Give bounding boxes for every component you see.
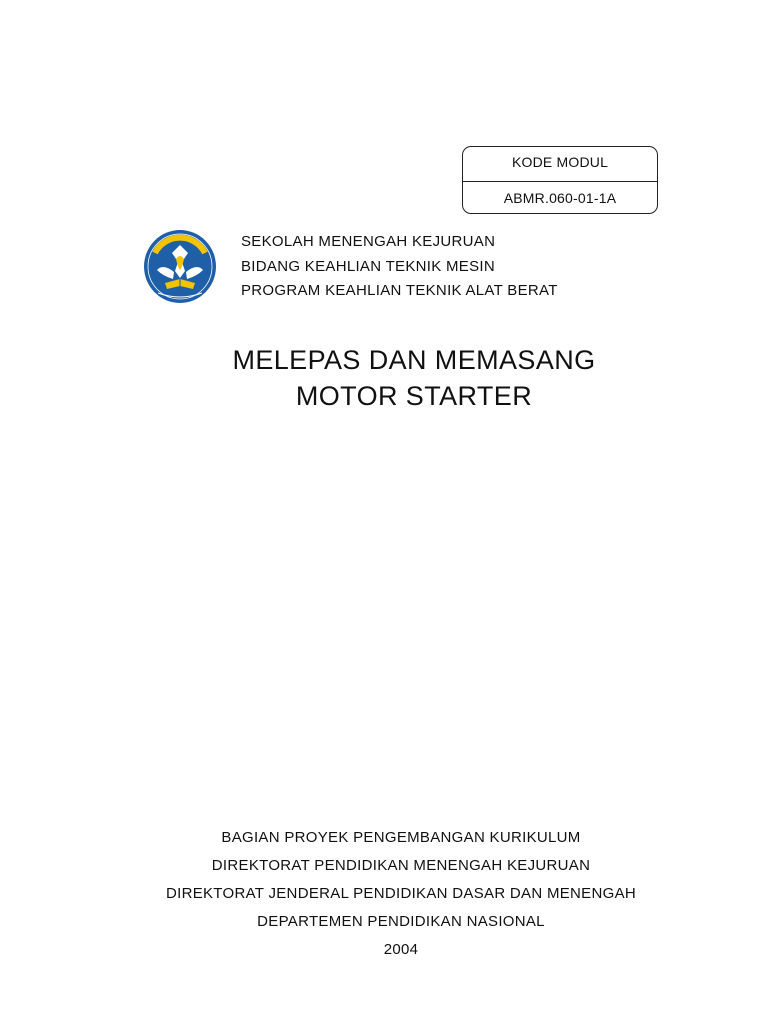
title-line-2: MOTOR STARTER	[295, 381, 533, 411]
document-title	[0, 342, 768, 414]
module-code-value: ABMR.060-01-1A	[503, 190, 617, 206]
tut-wuri-handayani-logo	[143, 229, 217, 304]
publication-year: 2004	[383, 941, 419, 958]
publisher-line-2: DIREKTORAT PENDIDIKAN MENENGAH KEJURUAN	[211, 857, 591, 874]
module-code-label: KODE MODUL	[463, 147, 657, 182]
publisher-line-1: BAGIAN PROYEK PENGEMBANGAN KURIKULUM	[221, 829, 581, 846]
school-line-3: PROGRAM KEAHLIAN TEKNIK ALAT BERAT	[241, 282, 558, 299]
school-info	[241, 230, 558, 304]
module-code-box	[462, 146, 658, 214]
publisher-line-3: DIREKTORAT JENDERAL PENDIDIKAN DASAR DAN MENENGAH	[165, 885, 637, 902]
title-line-1: MELEPAS DAN MEMASANG	[232, 345, 596, 375]
publisher-info	[0, 824, 768, 964]
school-line-1: SEKOLAH MENENGAH KEJURUAN	[241, 233, 496, 250]
publisher-line-4: DEPARTEMEN PENDIDIKAN NASIONAL	[257, 913, 545, 930]
school-line-2: BIDANG KEAHLIAN TEKNIK MESIN	[241, 257, 496, 275]
